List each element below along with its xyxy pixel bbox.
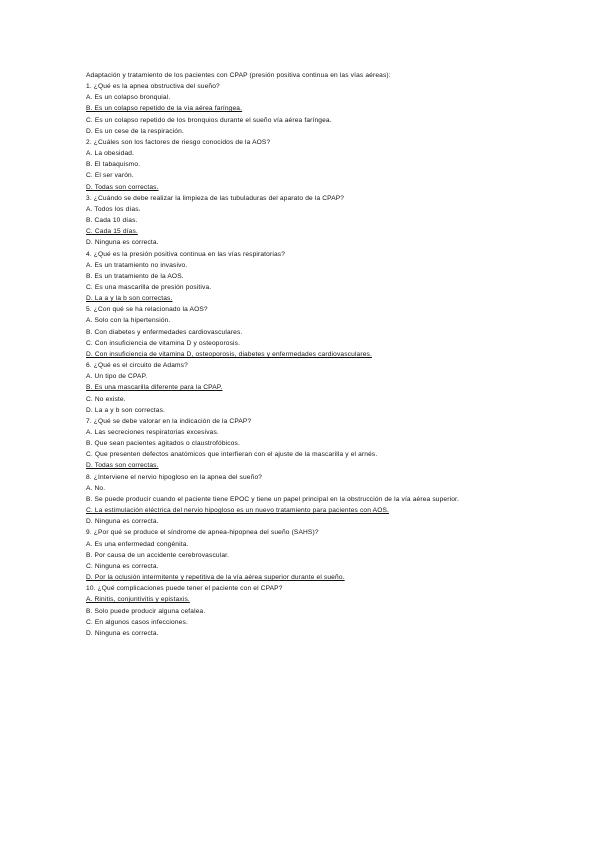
correct-answer-option (86, 594, 516, 605)
question-text: 3. ¿Cuándo se debe realizar la limpieza de las tubuladuras del aparato de la CPAP? (86, 194, 345, 202)
underlined-answer-text: D. Por la oclusión intermitente y repetitiva de la vía aérea superior durante el sueño. (86, 574, 345, 582)
answer-option: D. Ninguna es correcta. (86, 518, 159, 526)
answer-option: D. Ninguna es correcta. (86, 239, 159, 247)
answer-option: A. Las secreciones respiratorias excesivas. (86, 429, 219, 436)
question-text: 8. ¿Interviene el nervio hipogloso en la apnea del sueño? (86, 473, 263, 481)
answer-option: D. La a y b son correctas. (86, 406, 166, 414)
question-list (86, 81, 516, 639)
answer-option: A. Es una enfermedad congénita. (86, 540, 189, 548)
answer-option: A. No. (86, 484, 106, 492)
question-text: 2. ¿Cuáles son los factores de riesgo conocidos de la AOS? (86, 138, 271, 146)
answer-option: C. Con insuficiencia de vitamina D y osteoporosis. (86, 339, 241, 347)
answer-option: D. Es un cese de la respiración. (86, 127, 184, 135)
correct-answer-option (86, 182, 516, 193)
underlined-answer-text: D. La a y la b son correctas. (86, 295, 173, 303)
answer-option: A. Todos los días. (86, 205, 141, 213)
answer-option: A. Es un colapso bronquial. (86, 94, 171, 102)
answer-option: D. Ninguna es correcta. (86, 629, 159, 637)
correct-answer-option (86, 103, 516, 114)
answer-option: A. La obesidad. (86, 150, 135, 158)
underlined-answer-text: D. Todas son correctas. (86, 183, 159, 191)
answer-option: C. Es una mascarilla de presión positiva. (86, 283, 212, 291)
answer-option: B. Solo puede producir alguna cefalea. (86, 607, 206, 615)
question-text: 1. ¿Qué es la apnea obstructiva del sueño? (86, 83, 220, 91)
correct-answer-option (86, 349, 516, 360)
answer-option: C. En algunos casos infecciones. (86, 618, 188, 626)
underlined-answer-text: A. Rinitis, conjuntivitis y epistaxis. (86, 596, 190, 604)
underlined-answer-text: D. Con insuficiencia de vitamina D, osteoporosis, diabetes y enfermedades cardiovasculares. (86, 350, 372, 358)
answer-option: A. Es un tratamiento no invasivo. (86, 261, 188, 269)
correct-answer-option (86, 505, 516, 516)
question-text: 10. ¿Qué complicaciones puede tener el paciente con el CPAP? (86, 585, 283, 593)
answer-option: B. Por causa de un accidente cerebrovascular. (86, 551, 230, 559)
answer-option: B. Cada 10 días. (86, 217, 138, 225)
correct-answer-option (86, 460, 516, 471)
underlined-answer-text: B. Es un colapso repetido de la vía aérea faríngea. (86, 105, 243, 113)
underlined-answer-text: B. Es una mascarilla diferente para la CPAP. (86, 384, 223, 392)
correct-answer-option (86, 226, 516, 237)
document-title: Adaptación y tratamiento de los pacientes con CPAP (presión positiva continua en las vías aéreas): (86, 72, 391, 79)
question-text: 9. ¿Por qué se produce el síndrome de apnea-hipopnea del sueño (SAHS)? (86, 529, 319, 537)
answer-option: A. Solo con la hipertensión. (86, 317, 171, 325)
question-text: 5. ¿Con qué se ha relacionado la AOS? (86, 306, 208, 314)
answer-option: C. Que presenten defectos anatómicos que interfieran con el ajuste de la mascarilla y el arnés. (86, 451, 378, 459)
underlined-answer-text: C. La estimulación eléctrica del nervio hipogloso es un nuevo tratamiento para pacientes con AOS. (86, 507, 390, 515)
answer-option: B. Es un tratamiento de la AOS. (86, 272, 184, 280)
answer-option: A. Un tipo de CPAP. (86, 373, 148, 381)
answer-option: C. El ser varón. (86, 172, 134, 180)
correct-answer-option (86, 293, 516, 304)
document-page (86, 70, 516, 639)
answer-option: C. Es un colapso repetido de los bronquios durante el sueño vía aérea faríngea. (86, 116, 332, 124)
answer-option: B. Se puede producir cuando el paciente tiene EPOC y tiene un papel principal en la obstrucción de la vía aérea superior. (86, 495, 459, 503)
answer-option: B. Que sean pacientes agitados o claustrofóbicos. (86, 440, 240, 448)
underlined-answer-text: D. Todas son correctas. (86, 462, 159, 470)
answer-option: C. No existe. (86, 395, 126, 403)
answer-option: B. El tabaquismo. (86, 161, 141, 169)
correct-answer-option (86, 572, 516, 583)
answer-option: C. Ninguna es correcta. (86, 562, 159, 570)
question-text: 4. ¿Qué es la presión positiva continua en las vías respiratorias? (86, 250, 286, 258)
question-text: 7. ¿Qué se debe valorar en la indicación de la CPAP? (86, 417, 252, 425)
underlined-answer-text: C. Cada 15 días. (86, 228, 138, 236)
answer-option: B. Con diabetes y enfermedades cardiovasculares. (86, 328, 243, 336)
correct-answer-option (86, 382, 516, 393)
question-text: 6. ¿Qué es el circuito de Adams? (86, 362, 188, 370)
